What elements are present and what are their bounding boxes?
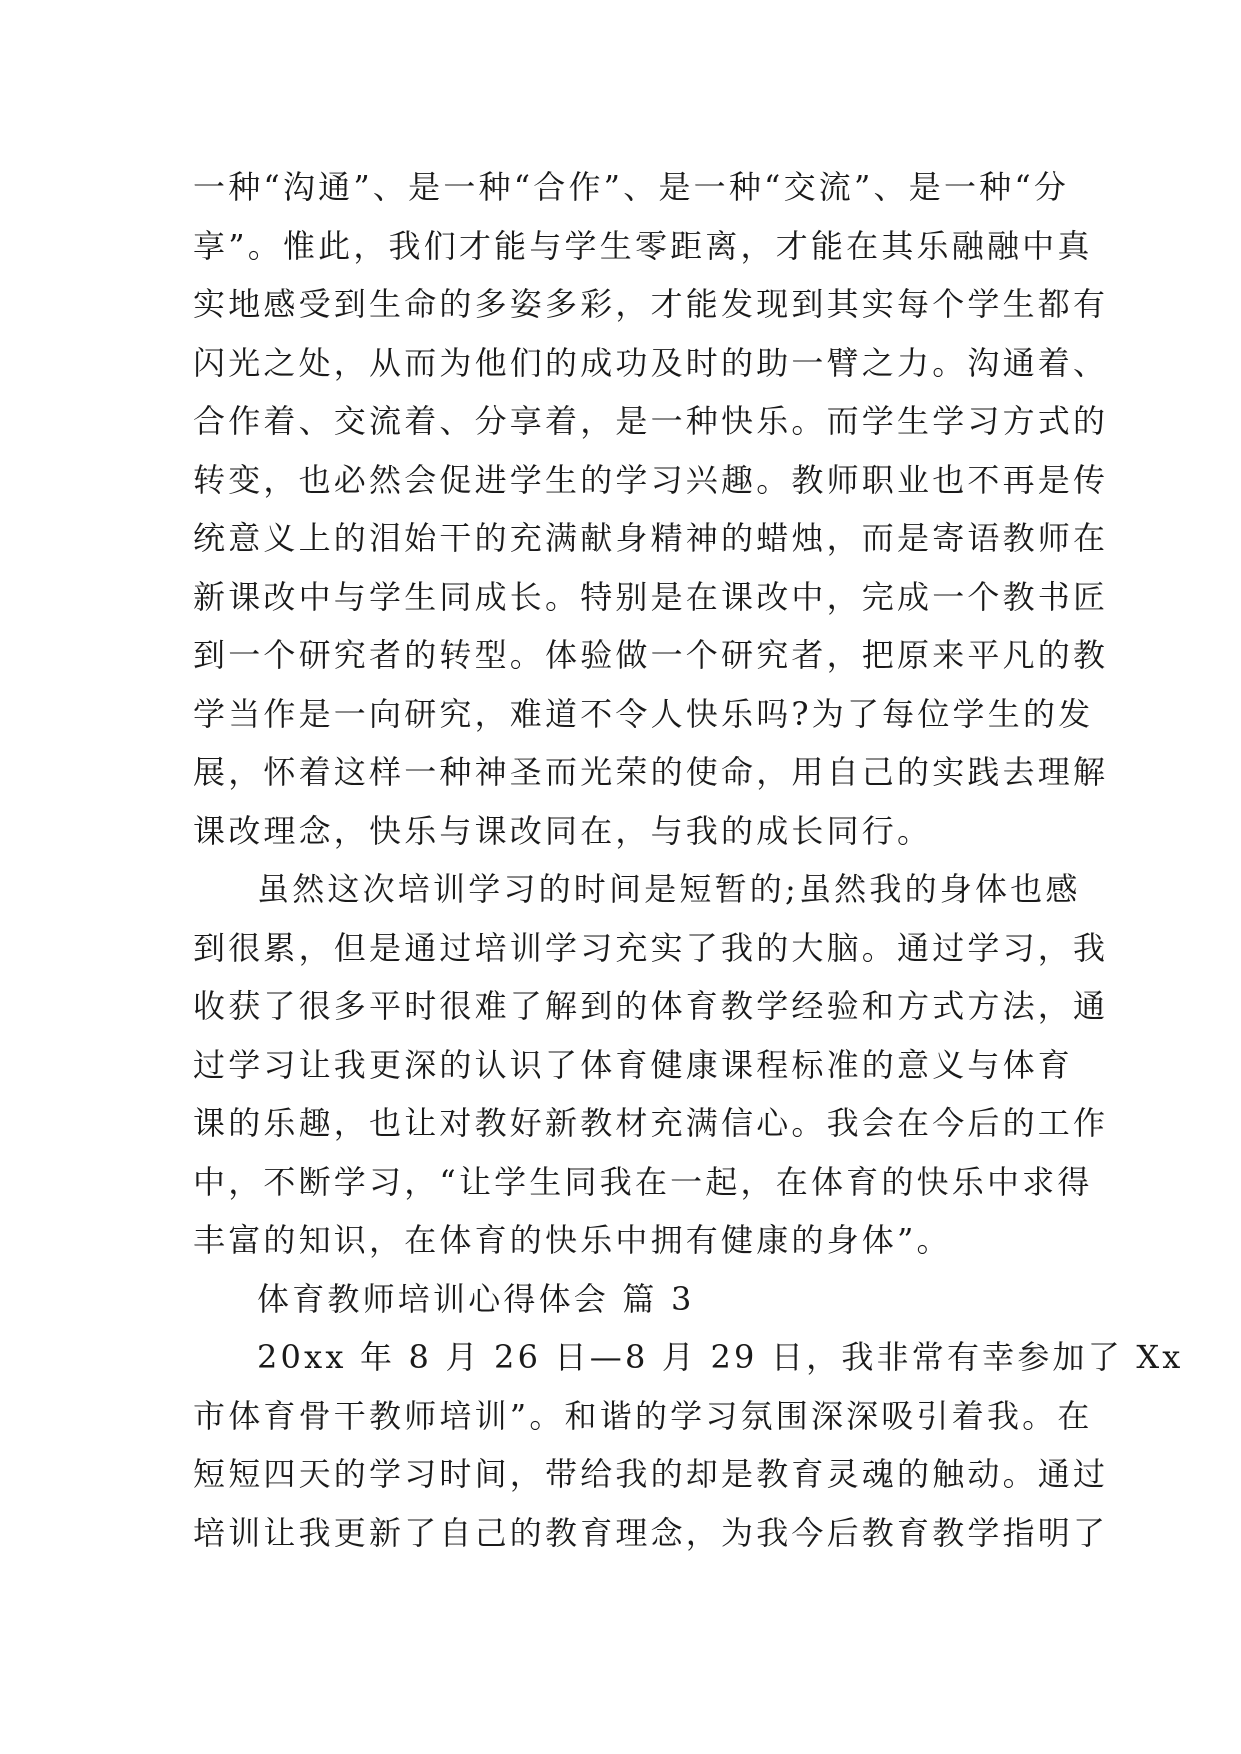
text-line: 享”。惟此，我们才能与学生零距离，才能在其乐融融中真 xyxy=(193,226,1093,265)
text-line: 合作着、交流着、分享着，是一种快乐。而学生学习方式的 xyxy=(193,402,1109,440)
text-line: 丰富的知识，在体育的快乐中拥有健康的身体”。 xyxy=(193,1221,952,1259)
text-line: 新课改中与学生同成长。特别是在课改中，完成一个教书匠 xyxy=(193,577,1109,616)
paragraph-start-line: 虽然这次培训学习的时间是短暂的;虽然我的身体也感 xyxy=(257,870,1081,908)
text-line: 实地感受到生命的多姿多彩，才能发现到其实每个学生都有 xyxy=(193,285,1109,323)
paragraph-start-line: 20xx 年 8 月 26 日—8 月 29 日，我非常有幸参加了 Xx xyxy=(257,1338,1184,1376)
text-line: 课改理念，快乐与课改同在，与我的成长同行。 xyxy=(193,811,933,850)
text-line: 闪光之处，从而为他们的成功及时的助一臂之力。沟通着、 xyxy=(193,343,1109,382)
document-body xyxy=(193,158,1184,1562)
text-line: 市体育骨干教师培训”。和谐的学习氛围深深吸引着我。在 xyxy=(193,1396,1093,1435)
text-line: 转变，也必然会促进学生的学习兴趣。教师职业也不再是传 xyxy=(193,460,1109,499)
text-line: 到一个研究者的转型。体验做一个研究者，把原来平凡的教 xyxy=(193,636,1109,674)
text-line: 短短四天的学习时间，带给我的却是教育灵魂的触动。通过 xyxy=(193,1455,1109,1493)
text-line: 到很累，但是通过培训学习充实了我的大脑。通过学习，我 xyxy=(193,928,1109,967)
paragraph-start-line: 体育教师培训心得体会 篇 3 xyxy=(257,1279,695,1318)
text-line: 过学习让我更深的认识了体育健康课程标准的意义与体育 xyxy=(193,1045,1074,1084)
text-line: 课的乐趣，也让对教好新教材充满信心。我会在今后的工作 xyxy=(193,1104,1109,1142)
text-line: 学当作是一向研究，难道不令人快乐吗?为了每位学生的发 xyxy=(193,694,1094,733)
text-line: 收获了很多平时很难了解到的体育教学经验和方式方法，通 xyxy=(193,987,1109,1025)
text-line: 一种“沟通”、是一种“合作”、是一种“交流”、是一种“分 xyxy=(193,168,1070,206)
text-line: 培训让我更新了自己的教育理念，为我今后教育教学指明了 xyxy=(193,1513,1109,1552)
text-line: 统意义上的泪始干的充满献身精神的蜡烛，而是寄语教师在 xyxy=(193,519,1109,557)
text-line: 展，怀着这样一种神圣而光荣的使命，用自己的实践去理解 xyxy=(193,753,1109,791)
text-line: 中，不断学习，“让学生同我在一起，在体育的快乐中求得 xyxy=(193,1162,1093,1201)
